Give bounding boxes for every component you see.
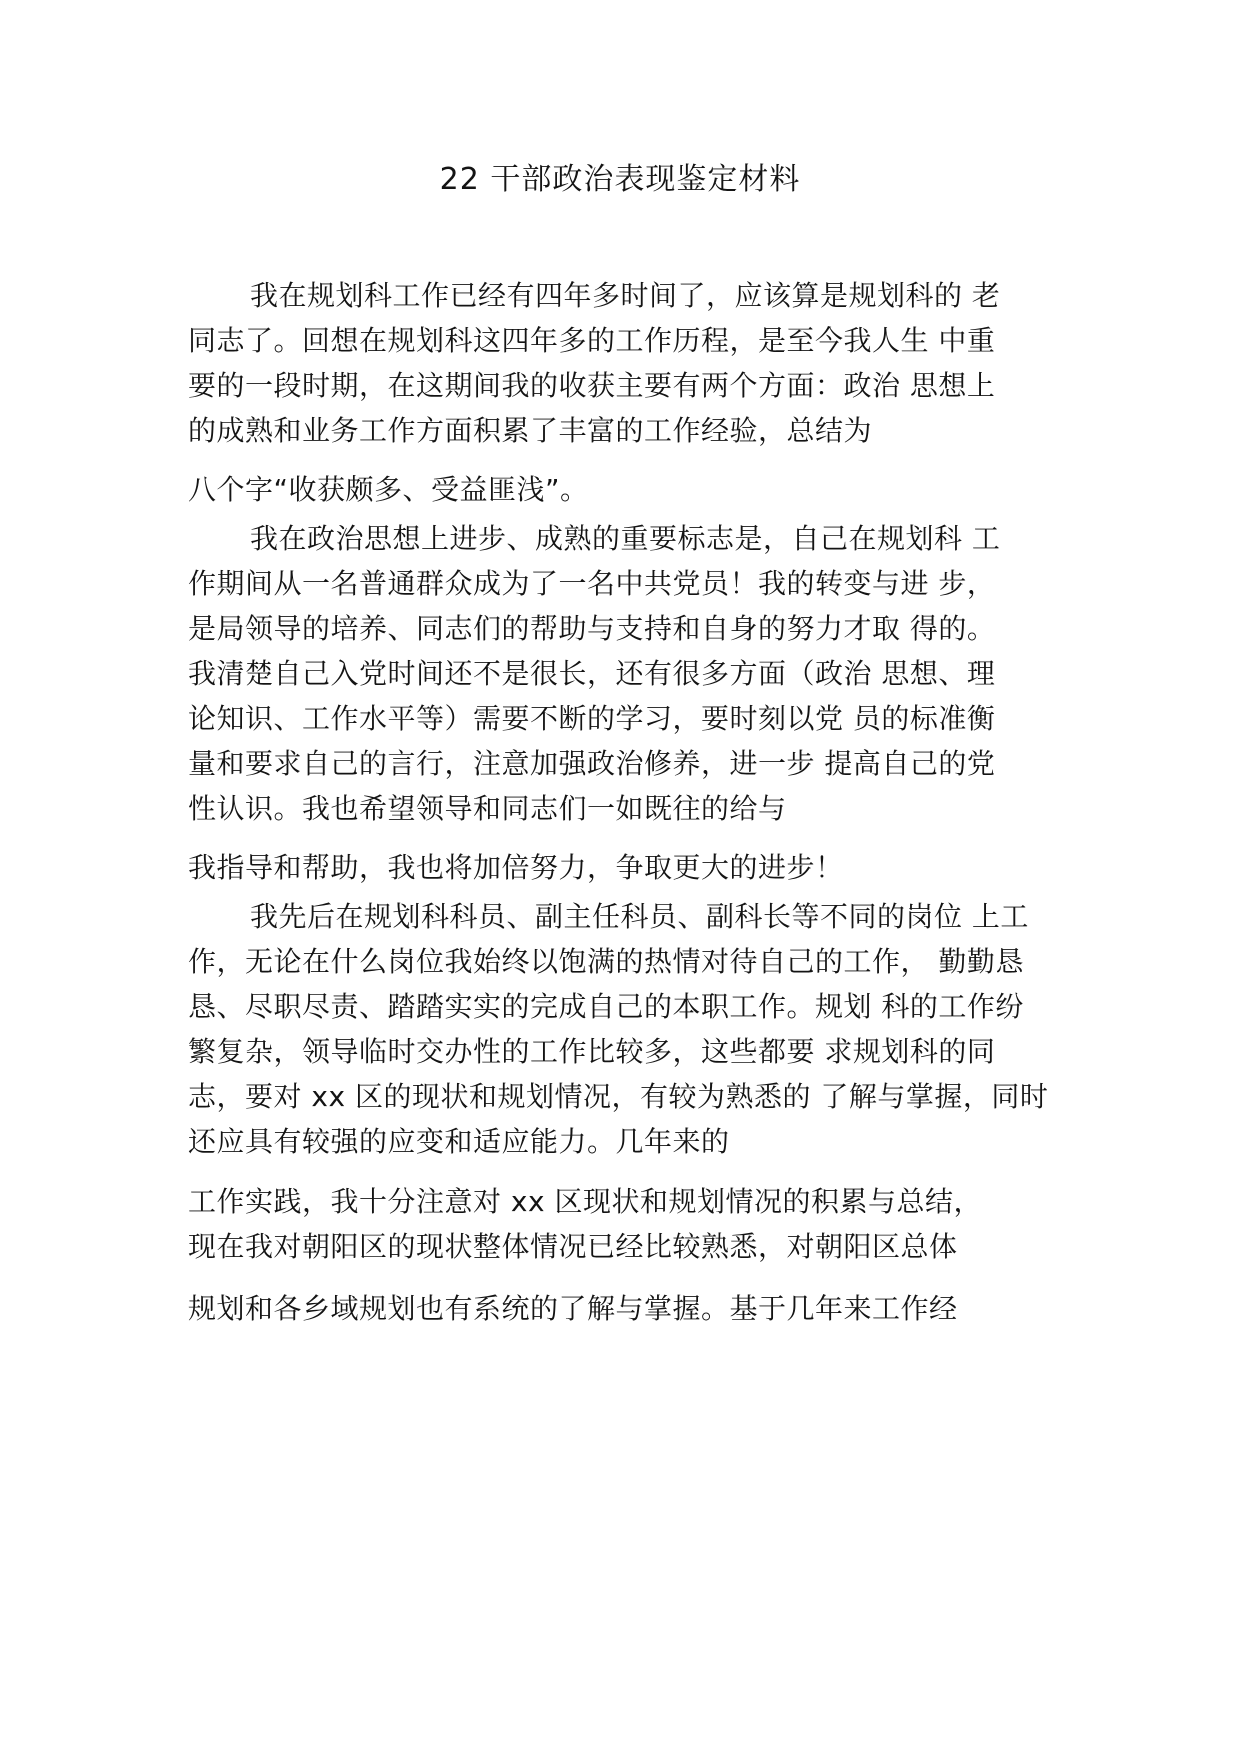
- text-line: 我指导和帮助，我也将加倍努力，争取更大的进步！: [188, 851, 844, 884]
- text-line: 作期间从一名普通群众成为了一名中共党员！我的转变与进 步，: [188, 567, 996, 600]
- text-line: 是局领导的培养、同志们的帮助与支持和自身的努力才取 得的。: [188, 612, 996, 645]
- text-line: 论知识、工作水平等）需要不断的学习，要时刻以党 员的标准衡: [188, 702, 996, 735]
- text-line: 同志了。回想在规划科这四年多的工作历程，是至今我人生 中重: [188, 324, 996, 357]
- text-line: 规划和各乡域规划也有系统的了解与掌握。基于几年来工作经: [188, 1292, 958, 1325]
- document-title: 22 干部政治表现鉴定材料: [439, 162, 801, 197]
- text-line: 还应具有较强的应变和适应能力。几年来的: [188, 1125, 730, 1158]
- text-line: 现在我对朝阳区的现状整体情况已经比较熟悉，对朝阳区总体: [188, 1230, 958, 1263]
- text-line: 性认识。我也希望领导和同志们一如既往的给与: [188, 792, 787, 825]
- text-line: 我在政治思想上进步、成熟的重要标志是，自己在规划科 工: [250, 522, 1001, 555]
- text-line: 作，无论在什么岗位我始终以饱满的热情对待自己的工作， 勤勤恳: [188, 945, 1024, 978]
- text-line: 工作实践，我十分注意对 xx 区现状和规划情况的积累与总结，: [188, 1185, 982, 1218]
- text-line: 的成熟和业务工作方面积累了丰富的工作经验，总结为: [188, 414, 873, 447]
- text-line: 我先后在规划科科员、副主任科员、副科长等不同的岗位 上工: [250, 900, 1029, 933]
- text-line: 要的一段时期，在这期间我的收获主要有两个方面：政治 思想上: [188, 369, 996, 402]
- text-line: 我在规划科工作已经有四年多时间了，应该算是规划科的 老: [250, 279, 1001, 312]
- text-line: 量和要求自己的言行，注意加强政治修养，进一步 提高自己的党: [188, 747, 996, 780]
- text-line: 我清楚自己入党时间还不是很长，还有很多方面（政治 思想、理: [188, 657, 996, 690]
- text-line: 繁复杂，领导临时交办性的工作比较多，这些都要 求规划科的同: [188, 1035, 996, 1068]
- text-line: 志，要对 xx 区的现状和规划情况，有较为熟悉的 了解与掌握，同时: [188, 1080, 1049, 1113]
- text-line: 八个字“收获颇多、受益匪浅”。: [188, 473, 589, 506]
- text-line: 恳、尽职尽责、踏踏实实的完成自己的本职工作。规划 科的工作纷: [188, 990, 1024, 1023]
